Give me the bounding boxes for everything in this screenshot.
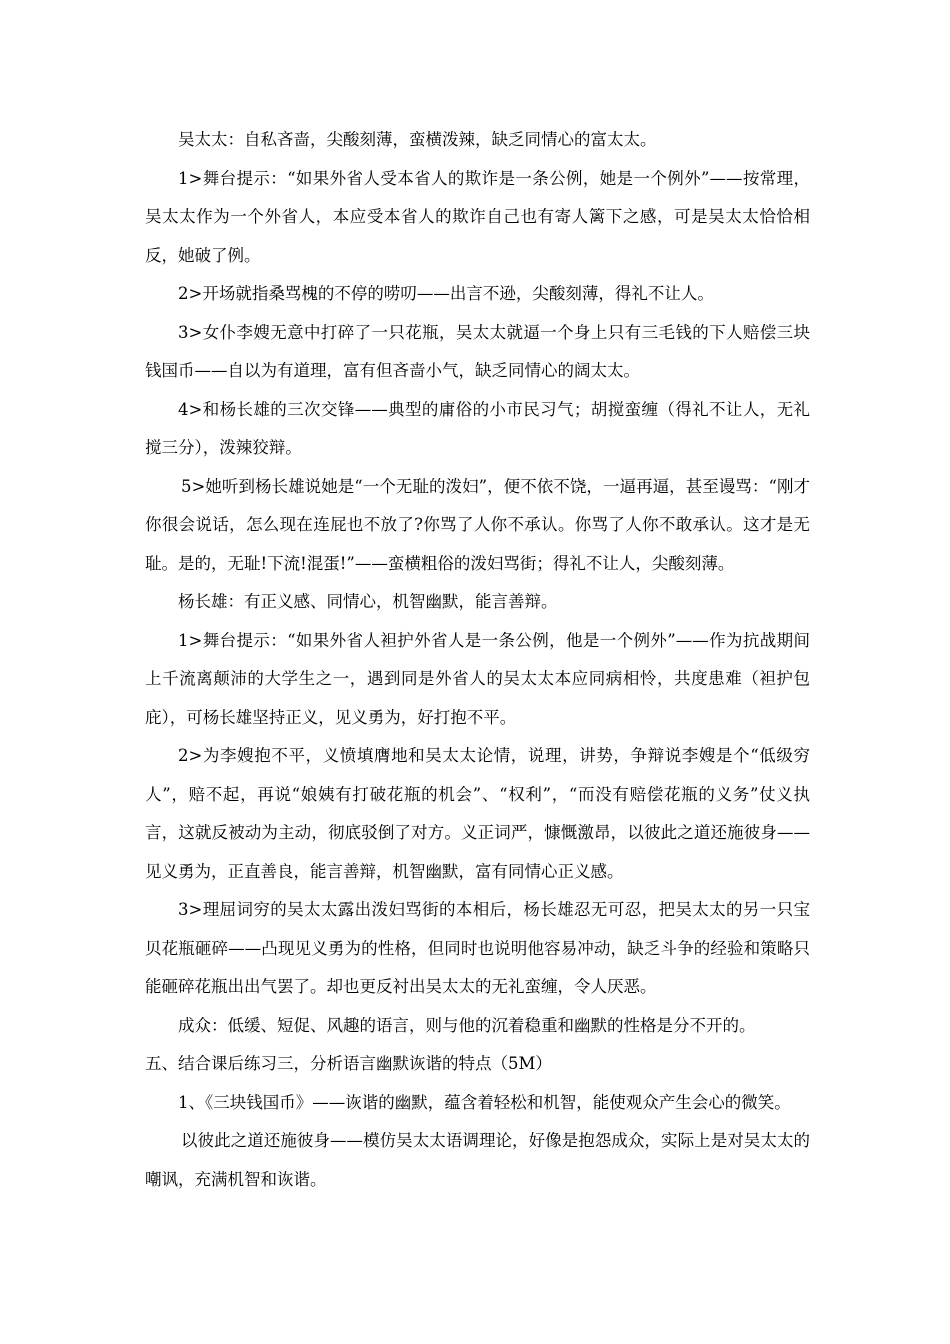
paragraph-yang-point-1: 1>舞台提示：“如果外省人袒护外省人是一条公例，他是一个例外”——作为抗战期间上千流离颠沛的大学生之一，遇到同是外省人的吴太太本应同病相怜，共度患难（袒护包庇），可杨长雄坚持正义，见义勇为，好打抱不平。 (145, 630, 810, 727)
section-heading-five: 五、结合课后练习三，分析语言幽默诙谐的特点（5M） (145, 1054, 552, 1073)
paragraph-humor-point-1: 1、《三块钱国币》——诙谐的幽默，蕴含着轻松和机智，能使观众产生会心的微笑。 (178, 1092, 791, 1112)
document-body (145, 121, 810, 1199)
paragraph-yang-point-3: 3>理屈词穷的吴太太露出泼妇骂街的本相后，杨长雄忍无可忍，把吴太太的另一只宝贝花瓶砸碎——凸现见义勇为的性格，但同时也说明他容易冲动，缺乏斗争的经验和策略只能砸碎花瓶出出气罢了。却也更反衬出吴太太的无礼蛮缠，令人厌恶。 (145, 900, 810, 996)
paragraph-wu-point-4: 4>和杨长雄的三次交锋——典型的庸俗的小市民习气；胡搅蛮缠（得礼不让人，无礼搅三分），泼辣狡辩。 (145, 399, 810, 457)
paragraph-wu-point-3: 3>女仆李嫂无意中打碎了一只花瓶，吴太太就逼一个身上只有三毛钱的下人赔偿三块钱国币——自以为有道理，富有但吝啬小气，缺乏同情心的阔太太。 (145, 322, 810, 380)
paragraph-yang-summary: 杨长雄：有正义感、同情心，机智幽默，能言善辩。 (178, 592, 558, 611)
paragraph-wu-point-1: 1>舞台提示：“如果外省人受本省人的欺诈是一条公例，她是一个例外”——按常理，吴太太作为一个外省人，本应受本省人的欺诈自己也有寄人篱下之感，可是吴太太恰恰相反，她破了例。 (145, 168, 810, 265)
paragraph-humor-explanation: 以彼此之道还施彼身——模仿吴太太语调理论，好像是抱怨成众，实际上是对吴太太的嘲讽，充满机智和诙谐。 (145, 1131, 810, 1189)
paragraph-wu-point-5: 5>她听到杨长雄说她是“一个无耻的泼妇”，便不依不饶，一逼再逼，甚至谩骂：“刚才你很会说话，怎么现在连屁也不放了?你骂了人你不承认。你骂了人你不敢承认。这才是无耻。是的，无耻!下流!混蛋!”——蛮横粗俗的泼妇骂街；得礼不让人，尖酸刻薄。 (145, 476, 810, 573)
paragraph-wu-point-2: 2>开场就指桑骂槐的不停的唠叨——出言不逊，尖酸刻薄，得礼不让人。 (178, 284, 714, 303)
paragraph-yang-point-2: 2>为李嫂抱不平，义愤填膺地和吴太太论情，说理，讲势，争辩说李嫂是个“低级穷人”，赔不起，再说“娘姨有打破花瓶的机会”、“权利”，“而没有赔偿花瓶的义务”仗义执言，这就反被动为主动，彻底驳倒了对方。义正词严，慷慨激昂，以彼此之道还施彼身——见义勇为，正直善良，能言善辩，机智幽默，富有同情心正义感。 (145, 746, 810, 881)
paragraph-wu-taitai-summary: 吴太太：自私吝啬，尖酸刻薄，蛮横泼辣，缺乏同情心的富太太。 (178, 130, 657, 149)
paragraph-chengzhong: 成众：低缓、短促、风趣的语言，则与他的沉着稳重和幽默的性格是分不开的。 (178, 1015, 756, 1035)
